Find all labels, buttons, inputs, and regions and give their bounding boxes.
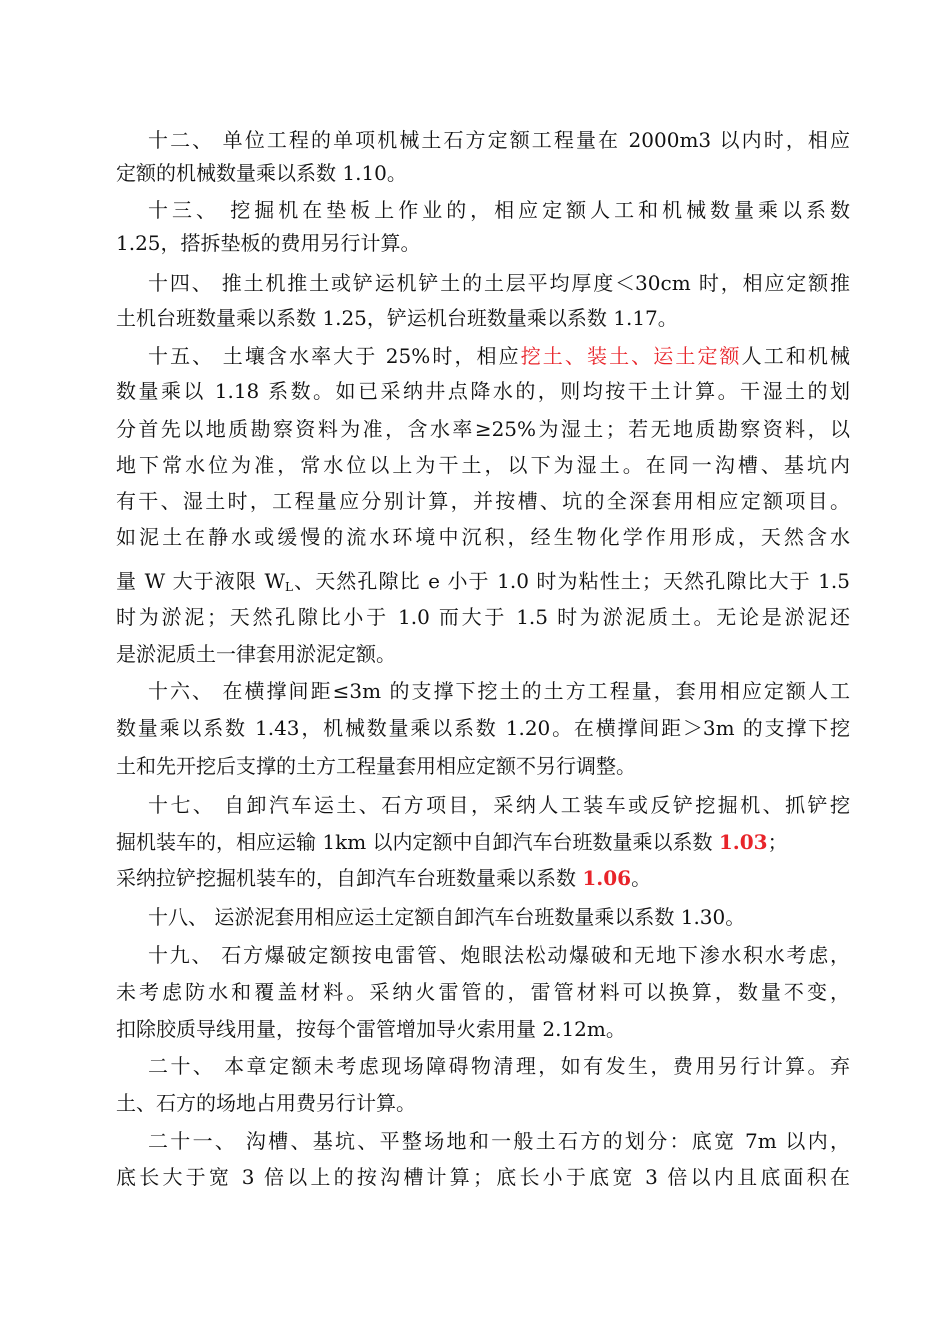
- clause-19-line-1: 十九、 石方爆破定额按电雷管、炮眼法松动爆破和无地下渗水积水考虑，: [148, 943, 850, 967]
- liquid-limit-subscript: L: [285, 580, 293, 594]
- clause-15-line-8: 时为淤泥；天然孔隙比小于 1.0 而大于 1.5 时为淤泥质土。无论是淤泥还: [116, 605, 850, 629]
- clause-15-line-5: 有干、湿土时，工程量应分别计算，并按槽、坑的全深套用相应定额项目。: [116, 489, 850, 513]
- clause-18-line-1: 十八、 运淤泥套用相应运土定额自卸汽车台班数量乘以系数 1.30。: [148, 905, 746, 929]
- clause-15-line-4: 地下常水位为准，常水位以上为干土，以下为湿土。在同一沟槽、基坑内: [116, 453, 850, 477]
- clause-15-line-2: 数量乘以 1.18 系数。如已采纳井点降水的，则均按干土计算。干湿土的划: [116, 379, 850, 403]
- clause-21-line-2: 底长大于宽 3 倍以上的按沟槽计算；底长小于底宽 3 倍以内且底面积在: [116, 1165, 850, 1189]
- clause-13-line-1: 十三、 挖掘机在垫板上作业的，相应定额人工和机械数量乘以系数: [148, 198, 850, 222]
- clause-16-line-3: 土和先开挖后支撑的土方工程量套用相应定额不另行调整。: [116, 754, 636, 778]
- clause-15-line-7: [116, 567, 850, 595]
- clause-21-line-1: 二十一、 沟槽、基坑、平整场地和一般土石方的划分：底宽 7m 以内，: [148, 1129, 850, 1153]
- clause-15-line-9: 是淤泥质土一律套用淤泥定额。: [116, 642, 396, 666]
- clause-15-line-1: [148, 342, 850, 370]
- clause-12-line-1: 十二、 单位工程的单项机械土石方定额工程量在 2000m3 以内时，相应: [148, 128, 850, 152]
- clause-17-line-3: [116, 864, 850, 892]
- clause-17-text-d: 。: [631, 866, 652, 890]
- clause-17-line-1: 十七、 自卸汽车运土、石方项目，采纳人工装车或反铲挖掘机、抓铲挖: [148, 793, 850, 817]
- clause-17-text-b: ；: [767, 830, 788, 854]
- clause-15-text-ratio: 、天然孔隙比 e 小于 1.0 时为粘性土；天然孔隙比大于 1.5: [292, 569, 850, 593]
- clause-16-line-1: 十六、 在横撑间距≤3m 的支撑下挖土的土方工程量，套用相应定额人工: [148, 679, 850, 703]
- clause-20-line-2: 土、石方的场地占用费另行计算。: [116, 1091, 416, 1115]
- clause-15-highlight: 挖土、装土、运土定额: [520, 344, 742, 368]
- coefficient-1-06: 1.06: [582, 866, 632, 890]
- clause-17-text-c: 采纳拉铲挖掘机装车的，自卸汽车台班数量乘以系数: [116, 866, 583, 890]
- clause-17-text-a: 掘机装车的，相应运输 1km 以内定额中自卸汽车台班数量乘以系数: [116, 830, 719, 854]
- clause-13-line-2: 1.25，搭拆垫板的费用另行计算。: [116, 231, 421, 255]
- clause-17-line-2: [116, 828, 850, 856]
- clause-14-line-1: 十四、 推土机推土或铲运机铲土的土层平均厚度＜30cm 时，相应定额推: [148, 271, 850, 295]
- clause-14-line-2: 土机台班数量乘以系数 1.25，铲运机台班数量乘以系数 1.17。: [116, 306, 678, 330]
- clause-12-line-2: 定额的机械数量乘以系数 1.10。: [116, 161, 407, 185]
- clause-15-text-w: 量 W 大于液限 W: [116, 569, 286, 593]
- clause-16-line-2: 数量乘以系数 1.43，机械数量乘以系数 1.20。在横撑间距＞3m 的支撑下挖: [116, 716, 850, 740]
- clause-19-line-3: 扣除胶质导线用量，按每个雷管增加导火索用量 2.12m。: [116, 1017, 626, 1041]
- clause-15-line-6: 如泥土在静水或缓慢的流水环境中沉积，经生物化学作用形成，天然含水: [116, 525, 850, 549]
- clause-15-line-3: 分首先以地质勘察资料为准，含水率≥25%为湿土；若无地质勘察资料，以: [116, 417, 850, 441]
- clause-15-text-b: 人工和机械: [741, 344, 850, 368]
- clause-19-line-2: 未考虑防水和覆盖材料。采纳火雷管的，雷管材料可以换算，数量不变，: [116, 980, 850, 1004]
- clause-15-text-a: 十五、 土壤含水率大于 25%时，相应: [148, 344, 521, 368]
- clause-20-line-1: 二十、 本章定额未考虑现场障碍物清理，如有发生，费用另行计算。弃: [148, 1054, 850, 1078]
- coefficient-1-03: 1.03: [718, 830, 768, 854]
